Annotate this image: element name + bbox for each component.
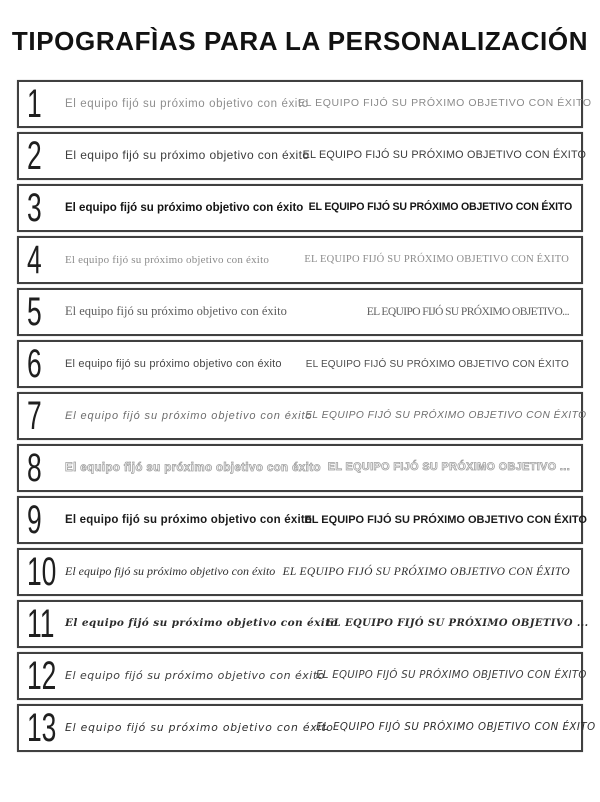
sample-lowercase: El equipo fijó su próximo objetivo con éxito: [65, 513, 313, 526]
font-number: 9: [27, 498, 42, 542]
typography-sheet: [0, 26, 600, 752]
font-samples: [65, 462, 569, 475]
font-number: 7: [27, 394, 42, 438]
sample-uppercase: EL EQUIPO FIJÓ SU PRÓXIMO OBJETIVO CON ÉXITO: [305, 358, 569, 370]
font-row: [17, 548, 583, 596]
font-samples: [65, 565, 569, 578]
sample-lowercase: El equipo fijó su próximo objetivo con éxito: [65, 148, 310, 163]
font-samples: [65, 617, 589, 630]
font-number: 10: [27, 550, 57, 594]
font-number: 12: [27, 654, 57, 698]
sample-lowercase: El equipo fijó su próximo objetivo con éxito: [65, 461, 321, 474]
sample-uppercase: EL EQUIPO FIJÓ SU PRÓXIMO OBJETIVO ...: [325, 618, 589, 630]
font-samples: [65, 668, 587, 682]
font-samples: [65, 358, 569, 370]
font-row: [17, 288, 583, 336]
sample-uppercase: EL EQUIPO FIJÓ SU PRÓXIMO OBJETIVO ...: [327, 461, 571, 474]
font-row: [17, 340, 583, 388]
sample-lowercase: El equipo fijó su próximo objetivo con éxito: [65, 617, 338, 630]
font-row: [17, 392, 587, 440]
font-number: 11: [27, 602, 55, 646]
font-samples: [65, 254, 569, 266]
font-row: [17, 184, 583, 232]
sample-uppercase: EL EQUIPO FIJÓ SU PRÓXIMO OBJETIVO CON ÉXITO: [315, 670, 587, 682]
font-number: 6: [27, 342, 42, 386]
sample-lowercase: El equipo fijó su próximo objetivo con éxito: [65, 97, 309, 110]
font-number: 2: [27, 134, 42, 178]
sample-lowercase: El equipo fijó su próximo objetivo con éxito: [65, 564, 276, 579]
page-title: TIPOGRAFÌAS PARA LA PERSONALIZACIÓN: [11, 26, 589, 56]
sample-lowercase: El equipo fijó su próximo objetivo con éxito: [65, 304, 287, 319]
font-row: [17, 652, 587, 700]
font-number: 1: [27, 82, 42, 126]
sample-uppercase: EL EQUIPO FIJÓ SU PRÓXIMO OBJETIVO CON ÉXITO: [308, 201, 572, 214]
sample-uppercase: EL EQUIPO FIJÓ SU PRÓXIMO OBJETIVO CON ÉXITO: [304, 254, 569, 266]
font-row: [17, 496, 587, 544]
font-number: 13: [27, 706, 57, 750]
sample-uppercase: EL EQUIPO FIJÓ SU PRÓXIMO OBJETIVO CON ÉXITO: [305, 410, 587, 422]
sample-lowercase: El equipo fijó su próximo objetivo con éxito: [65, 409, 313, 422]
font-row: [17, 444, 583, 492]
font-row: [17, 704, 596, 752]
font-list: [17, 80, 596, 752]
sample-uppercase: EL EQUIPO FIJÓ SU PRÓXIMO OBJETIVO CON ÉXITO: [304, 513, 587, 526]
font-samples: [65, 305, 569, 319]
sample-uppercase: EL EQUIPO FIJÓ SU PRÓXIMO OBJETIVO CON ÉXITO: [316, 722, 596, 734]
sample-lowercase: El equipo fijó su próximo objetivo con éxito: [65, 253, 270, 266]
sample-uppercase: EL EQUIPO FIJÓ SU PRÓXIMO OBJETIVO CON ÉXITO: [297, 97, 592, 110]
font-number: 8: [27, 446, 42, 490]
sample-uppercase: EL EQUIPO FIJÓ SU PRÓXIMO OBJETIVO CON ÉXITO: [282, 565, 570, 578]
sample-lowercase: El equipo fijó su próximo objetivo con éxito: [65, 201, 304, 214]
font-row: [17, 600, 589, 648]
sample-lowercase: El equipo fijó su próximo objetivo con éxito: [65, 668, 325, 682]
sample-uppercase: EL EQUIPO FIJÓ SU PRÓXIMO OBJETIVO CON ÉXITO: [302, 149, 587, 162]
font-number: 5: [27, 290, 42, 334]
font-samples: [65, 97, 592, 111]
font-samples: [65, 148, 587, 163]
font-number: 3: [27, 186, 42, 230]
font-row: [17, 80, 592, 128]
sample-lowercase: El equipo fijó su próximo objetivo con éxito: [65, 357, 282, 370]
font-row: [17, 132, 587, 180]
sample-lowercase: El equipo fijó su próximo objetivo con éxito: [65, 721, 334, 735]
font-samples: [65, 721, 596, 735]
sample-uppercase: EL EQUIPO FIJÓ SU PRÓXIMO OBJETIVO...: [366, 305, 569, 318]
font-row: [17, 236, 583, 284]
font-samples: [65, 409, 587, 422]
font-samples: [65, 513, 587, 527]
font-samples: [65, 201, 572, 215]
font-number: 4: [27, 238, 42, 282]
